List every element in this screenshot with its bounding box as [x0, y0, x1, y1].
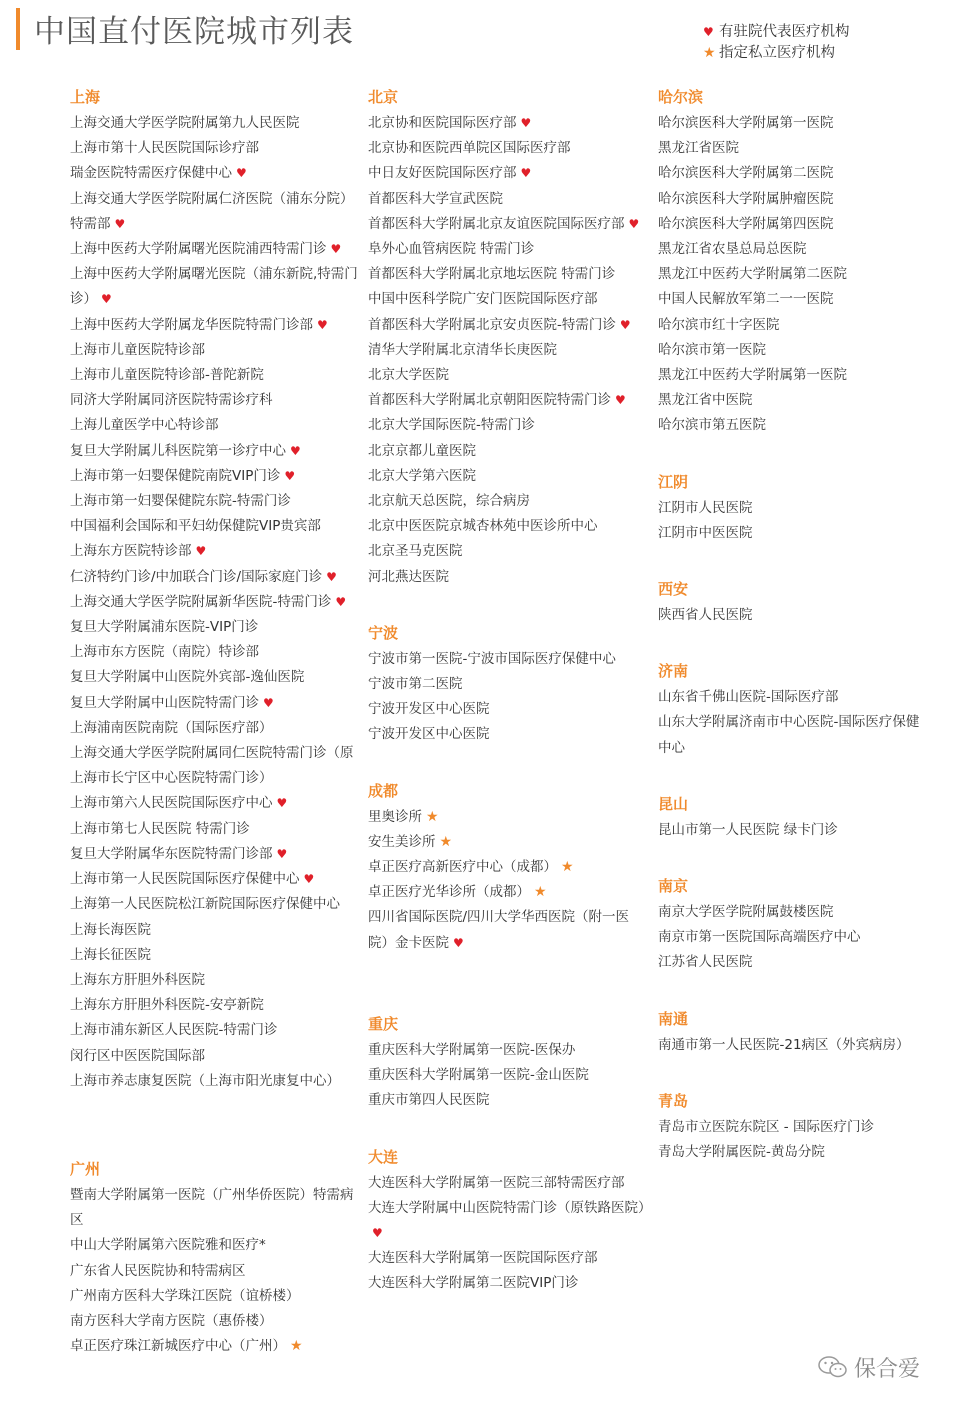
- hospital-item: [368, 722, 648, 747]
- hospital-item: [70, 817, 360, 842]
- hospital-name: 中山大学附属第六医院雅和医疗*: [70, 1237, 266, 1254]
- hospital-item: [70, 1183, 360, 1233]
- city-section-chongqing: [368, 1011, 648, 1114]
- hospital-item: [368, 1246, 648, 1271]
- heart-icon: ♥: [303, 872, 315, 887]
- hospital-item: [70, 388, 360, 413]
- hospital-name: 宁波市第二医院: [368, 676, 463, 693]
- heart-icon: ♥: [317, 317, 328, 332]
- hospital-name: 上海市第六人民医院国际医疗中心: [70, 795, 273, 812]
- hospital-name: 上海长征医院: [70, 946, 151, 963]
- hospital-name: 上海市养志康复医院（上海市阳光康复中心）: [70, 1072, 340, 1089]
- city-section-dalian: [368, 1144, 652, 1297]
- hospital-item: [658, 950, 928, 975]
- hospital-name: 宁波开发区中心医院: [368, 701, 490, 718]
- hospital-item: [368, 855, 648, 880]
- hospital-item: [70, 464, 360, 489]
- hospital-item: [658, 237, 928, 262]
- hospital-item: [70, 1284, 360, 1309]
- heart-icon: ♥: [520, 166, 532, 181]
- hospital-name: 青岛市立医院东院区 - 国际医疗门诊: [658, 1118, 874, 1135]
- star-icon: ★: [290, 1338, 303, 1355]
- hospital-name: 中国福利会国际和平妇幼保健院VIP贵宾部: [70, 518, 321, 535]
- star-icon: ★: [439, 833, 453, 850]
- hospital-name: 陕西省人民医院: [658, 607, 753, 624]
- heart-icon: ♥: [330, 242, 342, 257]
- hospital-name: 上海交通大学医学院附属新华医院-特需门诊: [70, 593, 332, 610]
- heart-icon: ♥: [276, 796, 288, 811]
- city-heading: 江阴: [658, 472, 689, 491]
- hospital-name: 上海东方医院特诊部: [70, 543, 192, 560]
- hospital-item: [70, 716, 360, 741]
- hospital-list: [368, 647, 648, 748]
- hospital-list: [70, 1183, 360, 1359]
- hospital-list: [658, 1115, 928, 1165]
- hospital-list: [658, 496, 928, 546]
- heart-icon: ♥: [195, 544, 207, 559]
- hospital-name: 上海交通大学医学院附属第九人民医院: [70, 115, 300, 131]
- hospital-name: 上海中医药大学附属曙光医院（浦东新院,特需门诊）: [70, 266, 358, 308]
- city-heading: 上海: [70, 88, 101, 106]
- hospital-item: [70, 565, 360, 590]
- column-2: [368, 84, 652, 1297]
- hospital-name: 卓正医疗珠江新城医疗中心（广州）: [70, 1338, 286, 1355]
- hospital-name: 大连医科大学附属第一医院国际医疗部: [368, 1250, 598, 1267]
- hospital-item: [70, 1309, 360, 1334]
- city-heading: 昆山: [658, 794, 689, 813]
- hospital-name: 首都医科大学附属北京朝阳医院特需门诊: [368, 392, 611, 409]
- hospital-name: 中国中医科学院广安门医院国际医疗部: [368, 291, 598, 308]
- hospital-item: [368, 1271, 648, 1296]
- hospital-name: 首都医科大学附属北京地坛医院 特需门诊: [368, 266, 616, 283]
- hospital-item: [70, 539, 360, 564]
- hospital-name: 大连医科大学附属第二医院VIP门诊: [368, 1275, 579, 1292]
- hospital-name: 广东省人民医院协和特需病区: [70, 1262, 246, 1279]
- hospital-list: [368, 805, 648, 956]
- hospital-name: 重庆医科大学附属第一医院-医保办: [368, 1041, 576, 1058]
- hospital-list: [368, 111, 648, 590]
- hospital-item: [70, 993, 360, 1018]
- hospital-item: [658, 287, 928, 312]
- hospital-name: 上海交通大学医学院附属仁济医院（浦东分院）特需部: [70, 190, 354, 232]
- city-section-shanghai: [70, 84, 360, 1094]
- hospital-name: 黑龙江中医药大学附属第一医院: [658, 367, 847, 384]
- legend: [703, 22, 850, 64]
- hospital-name: 上海市第十人民医院国际诊疗部: [70, 140, 259, 157]
- hospital-item: [658, 685, 928, 710]
- hospital-item: [368, 1171, 648, 1196]
- heart-icon: ♥: [114, 216, 126, 231]
- hospital-name: 上海市第一妇婴保健院南院VIP门诊: [70, 467, 281, 484]
- hospital-name: 宁波市第一医院-宁波市国际医疗保健中心: [368, 650, 616, 667]
- hospital-item: [70, 1259, 360, 1284]
- hospital-item: [368, 237, 648, 262]
- city-heading: 南通: [658, 1009, 689, 1028]
- hospital-item: [368, 464, 648, 489]
- hospital-item: [70, 136, 360, 161]
- hospital-name: 大连大学附属中山医院特需门诊（原铁路医院）: [368, 1199, 652, 1216]
- hospital-name: 北京中医医院京城杏林苑中医诊所中心: [368, 518, 598, 535]
- heart-icon: ♥: [326, 569, 337, 584]
- hospital-name: 卓正医疗光华诊所（成都）: [368, 884, 530, 901]
- city-heading: 济南: [658, 662, 689, 681]
- city-heading: 大连: [368, 1147, 399, 1166]
- heart-icon: ♥: [263, 695, 274, 710]
- hospital-item: [658, 338, 928, 363]
- hospital-item: [368, 1063, 648, 1088]
- heart-icon: ♥: [628, 216, 640, 231]
- hospital-item: [368, 905, 648, 955]
- hospital-name: 复旦大学附属中山医院特需门诊: [70, 694, 259, 711]
- star-icon: ★: [561, 859, 574, 876]
- hospital-item: [658, 1140, 928, 1165]
- hospital-name: 上海中医药大学附属曙光医院浦西特需门诊: [70, 241, 327, 258]
- city-heading: 宁波: [368, 623, 399, 642]
- column-1: [70, 84, 360, 1359]
- page-title: 中国直付医院城市列表: [34, 14, 354, 50]
- hospital-item: [658, 900, 928, 925]
- hospital-list: [658, 685, 928, 761]
- hospital-name: 南方医科大学南方医院（惠侨楼）: [70, 1312, 273, 1329]
- hospital-item: [368, 338, 648, 363]
- watermark: [818, 1352, 920, 1385]
- hospital-list: [658, 1033, 928, 1058]
- hospital-name: 上海市第七人民医院 特需门诊: [70, 820, 250, 837]
- hospital-name: 上海东方肝胆外科医院-安亭新院: [70, 997, 264, 1014]
- heart-icon: ♥: [276, 846, 288, 861]
- hospital-item: [658, 136, 928, 161]
- hospital-name: 上海交通大学医学院附属同仁医院特需门诊（原上海市长宁区中心医院特需门诊）: [70, 745, 354, 787]
- hospital-name: 黑龙江省农垦总局总医院: [658, 241, 807, 258]
- hospital-item: [368, 388, 648, 413]
- hospital-name: 哈尔滨医科大学附属第四医院: [658, 215, 834, 232]
- city-section-nanjing: [658, 873, 928, 976]
- hospital-list: [658, 818, 928, 843]
- hospital-name: 哈尔滨医科大学附属第二医院: [658, 165, 834, 182]
- hospital-item: [368, 880, 648, 905]
- city-section-ningbo: [368, 620, 648, 748]
- hospital-item: [368, 287, 648, 312]
- hospital-name: 安生美诊所: [368, 833, 436, 850]
- legend-label: 指定私立医疗机构: [719, 45, 835, 61]
- column-3: [658, 84, 928, 1165]
- hospital-name: 广州南方医科大学珠江医院（谊桥楼）: [70, 1287, 300, 1304]
- hospital-item: [368, 413, 648, 438]
- city-heading: 广州: [70, 1159, 101, 1178]
- hospital-item: [70, 1069, 360, 1094]
- hospital-list: [658, 603, 928, 628]
- hospital-name: 重庆医科大学附属第一医院-金山医院: [368, 1067, 589, 1084]
- hospital-item: [658, 212, 928, 237]
- hospital-name: 山东大学附属济南市中心医院-国际医疗保健中心: [658, 714, 920, 756]
- hospital-item: [70, 867, 360, 892]
- hospital-item: [658, 313, 928, 338]
- hospital-name: 首都医科大学附属北京安贞医院-特需门诊: [368, 316, 616, 333]
- hospital-name: 南京市第一医院国际高端医疗中心: [658, 929, 861, 946]
- hospital-item: [70, 489, 360, 514]
- hospital-name: 暨南大学附属第一医院（广州华侨医院）特需病区: [70, 1186, 354, 1229]
- city-heading: 重庆: [368, 1014, 399, 1033]
- hospital-item: [658, 388, 928, 413]
- city-heading: 南京: [658, 877, 689, 896]
- heart-icon: ♥: [372, 1225, 383, 1240]
- hospital-name: 江阴市中医医院: [658, 524, 753, 541]
- hospital-item: [70, 665, 360, 690]
- hospital-name: 闵行区中医医院国际部: [70, 1047, 205, 1064]
- hospital-list: [658, 900, 928, 976]
- watermark-text: 保合爱: [854, 1357, 921, 1382]
- hospital-name: 上海市第一妇婴保健院东院-特需门诊: [70, 493, 291, 510]
- hospital-item: [368, 565, 648, 590]
- hospital-name: 北京航天总医院，综合病房: [368, 493, 530, 510]
- hospital-item: [658, 710, 928, 760]
- hospital-item: [70, 237, 360, 262]
- hospital-name: 北京京都儿童医院: [368, 442, 476, 459]
- city-section-kunshan: [658, 791, 928, 843]
- hospital-item: [70, 262, 360, 312]
- hospital-name: 黑龙江省医院: [658, 140, 739, 157]
- hospital-item: [368, 830, 648, 855]
- hospital-list: [368, 1038, 648, 1114]
- hospital-item: [368, 1196, 652, 1246]
- hospital-name: 哈尔滨医科大学附属肿瘤医院: [658, 190, 834, 207]
- hospital-item: [658, 161, 928, 186]
- heart-icon: ♥: [520, 116, 532, 130]
- legend-item-heart: [703, 22, 850, 43]
- hospital-name: 阜外心血管病医院 特需门诊: [368, 241, 535, 258]
- hospital-item: [70, 791, 360, 816]
- city-section-guangzhou: [70, 1156, 360, 1359]
- hospital-item: [368, 539, 648, 564]
- hospital-item: [70, 892, 360, 917]
- hospital-name: 复旦大学附属华东医院特需门诊部: [70, 845, 273, 862]
- hospital-name: 上海市东方医院（南院）特诊部: [70, 644, 259, 661]
- hospital-list: [368, 1171, 652, 1297]
- hospital-item: [368, 647, 648, 672]
- hospital-name: 重庆市第四人民医院: [368, 1092, 490, 1109]
- hospital-item: [70, 842, 360, 867]
- hospital-item: [368, 697, 648, 722]
- hospital-item: [368, 1038, 648, 1063]
- hospital-name: 江阴市人民医院: [658, 499, 753, 516]
- hospital-item: [658, 363, 928, 388]
- hospital-item: [368, 187, 648, 212]
- city-heading: 青岛: [658, 1091, 689, 1110]
- hospital-name: 北京协和医院国际医疗部: [368, 115, 517, 131]
- hospital-item: [368, 1088, 648, 1113]
- hospital-name: 上海市浦东新区人民医院-特需门诊: [70, 1022, 278, 1039]
- hospital-name: 哈尔滨市红十字医院: [658, 316, 780, 333]
- hospital-name: 南通市第一人民医院-21病区（外宾病房）: [658, 1036, 910, 1053]
- hospital-name: 上海市儿童医院特诊部-普陀新院: [70, 367, 264, 384]
- hospital-name: 上海儿童医学中心特诊部: [70, 417, 219, 434]
- hospital-name: 四川省国际医院/四川大学华西医院（附一医院）金卡医院: [368, 909, 630, 951]
- hospital-list: [70, 111, 360, 1094]
- hospital-name: 江苏省人民医院: [658, 954, 753, 971]
- hospital-name: 北京大学医院: [368, 367, 449, 384]
- hospital-item: [70, 1334, 360, 1359]
- hospital-name: 卓正医疗高新医疗中心（成都）: [368, 859, 557, 876]
- hospital-item: [70, 1233, 360, 1258]
- hospital-item: [70, 691, 360, 716]
- legend-item-star: [703, 43, 850, 64]
- hospital-name: 黑龙江省中医院: [658, 392, 753, 409]
- hospital-name: 上海市儿童医院特诊部: [70, 341, 205, 358]
- hospital-name: 南京大学医学院附属鼓楼医院: [658, 904, 834, 921]
- hospital-item: [70, 968, 360, 993]
- city-section-harbin: [658, 84, 928, 439]
- wechat-icon: [818, 1355, 848, 1385]
- hospital-item: [658, 1033, 928, 1058]
- hospital-item: [368, 136, 648, 161]
- hospital-name: 仁济特约门诊/中加联合门诊/国际家庭门诊: [70, 568, 323, 585]
- city-section-qingdao: [658, 1088, 928, 1165]
- hospital-name: 上海东方肝胆外科医院: [70, 971, 205, 988]
- heart-icon: ♥: [703, 25, 714, 39]
- hospital-item: [658, 1115, 928, 1140]
- hospital-item: [368, 489, 648, 514]
- hospital-item: [658, 413, 928, 438]
- city-section-xian: [658, 576, 928, 628]
- hospital-item: [70, 514, 360, 539]
- hospital-item: [70, 741, 360, 791]
- hospital-item: [368, 514, 648, 539]
- hospital-name: 清华大学附属北京清华长庚医院: [368, 341, 557, 358]
- hospital-name: 北京大学第六医院: [368, 467, 476, 484]
- legend-label: 有驻院代表医疗机构: [719, 24, 850, 40]
- hospital-item: [70, 161, 360, 186]
- hospital-item: [658, 603, 928, 628]
- hospital-item: [368, 313, 648, 338]
- hospital-item: [70, 313, 360, 338]
- hospital-name: 复旦大学附属中山医院外宾部-逸仙医院: [70, 669, 305, 686]
- hospital-name: 上海长海医院: [70, 921, 151, 938]
- heart-icon: ♥: [101, 292, 112, 307]
- hospital-name: 里奥诊所: [368, 808, 422, 825]
- heart-icon: ♥: [615, 393, 626, 408]
- city-section-chengdu: [368, 778, 648, 956]
- hospital-item: [658, 925, 928, 950]
- heart-icon: ♥: [335, 594, 347, 609]
- hospital-name: 北京大学国际医院-特需门诊: [368, 417, 535, 434]
- hospital-name: 黑龙江中医药大学附属第二医院: [658, 266, 847, 283]
- hospital-name: 首都医科大学宣武医院: [368, 190, 503, 207]
- city-section-beijing: [368, 84, 648, 590]
- city-heading: 西安: [658, 580, 689, 599]
- star-icon: ★: [426, 808, 439, 825]
- hospital-name: 哈尔滨市第一医院: [658, 341, 766, 358]
- hospital-name: 北京协和医院西单院区国际医疗部: [368, 140, 571, 157]
- hospital-list: [658, 111, 928, 439]
- hospital-name: 同济大学附属同济医院特需诊疗科: [70, 392, 273, 409]
- hospital-item: [658, 496, 928, 521]
- hospital-item: [70, 1044, 360, 1069]
- city-section-nantong: [658, 1006, 928, 1058]
- hospital-item: [368, 363, 648, 388]
- hospital-item: [658, 262, 928, 287]
- heart-icon: ♥: [619, 317, 631, 332]
- hospital-name: 上海浦南医院南院（国际医疗部）: [70, 719, 273, 736]
- hospital-item: [368, 212, 648, 237]
- hospital-item: [70, 615, 360, 640]
- hospital-name: 上海第一人民医院松江新院国际医疗保健中心: [70, 896, 340, 913]
- star-icon: ★: [534, 884, 547, 901]
- hospital-item: [70, 439, 360, 464]
- hospital-name: 哈尔滨市第五医院: [658, 417, 766, 434]
- hospital-name: 上海市第一人民医院国际医疗保健中心: [70, 871, 300, 888]
- hospital-name: 青岛大学附属医院-黄岛分院: [658, 1144, 825, 1161]
- hospital-item: [658, 521, 928, 546]
- hospital-item: [70, 1018, 360, 1043]
- hospital-name: 河北燕达医院: [368, 568, 449, 585]
- city-section-jinan: [658, 658, 928, 761]
- hospital-name: 中日友好医院国际医疗部: [368, 165, 517, 182]
- city-section-jiangyin: [658, 469, 928, 546]
- hospital-name: 北京圣马克医院: [368, 543, 463, 560]
- hospital-item: [70, 187, 360, 237]
- city-heading: 哈尔滨: [658, 88, 704, 106]
- hospital-item: [658, 111, 928, 136]
- heart-icon: ♥: [453, 935, 464, 950]
- hospital-item: [70, 590, 360, 615]
- hospital-item: [368, 111, 648, 136]
- title-accent-bar: [16, 8, 20, 50]
- hospital-item: [70, 918, 360, 943]
- hospital-name: 大连医科大学附属第一医院三部特需医疗部: [368, 1174, 625, 1191]
- hospital-item: [70, 413, 360, 438]
- hospital-name: 复旦大学附属儿科医院第一诊疗中心: [70, 442, 286, 459]
- city-heading: 成都: [368, 781, 399, 800]
- hospital-item: [368, 262, 648, 287]
- hospital-item: [70, 640, 360, 665]
- city-heading: 北京: [368, 88, 399, 106]
- hospital-name: 复旦大学附属浦东医院-VIP门诊: [70, 619, 259, 636]
- star-icon: ★: [703, 45, 716, 61]
- hospital-item: [70, 338, 360, 363]
- hospital-item: [368, 805, 648, 830]
- hospital-name: 瑞金医院特需医疗保健中心: [70, 165, 232, 182]
- hospital-name: 昆山市第一人民医院 绿卡门诊: [658, 821, 838, 838]
- heart-icon: ♥: [290, 443, 301, 458]
- hospital-item: [368, 161, 648, 186]
- hospital-name: 首都医科大学附属北京友谊医院国际医疗部: [368, 215, 625, 232]
- hospital-item: [70, 943, 360, 968]
- hospital-item: [368, 672, 648, 697]
- hospital-name: 宁波开发区中心医院: [368, 726, 490, 743]
- hospital-item: [658, 187, 928, 212]
- hospital-item: [70, 363, 360, 388]
- heart-icon: ♥: [284, 468, 296, 483]
- hospital-item: [368, 439, 648, 464]
- hospital-name: 上海中医药大学附属龙华医院特需门诊部: [70, 316, 313, 333]
- heart-icon: ♥: [236, 166, 247, 181]
- hospital-name: 哈尔滨医科大学附属第一医院: [658, 115, 834, 131]
- hospital-name: 中国人民解放军第二一一医院: [658, 291, 834, 308]
- hospital-item: [658, 818, 928, 843]
- hospital-item: [70, 111, 360, 136]
- hospital-name: 山东省千佛山医院-国际医疗部: [658, 689, 839, 706]
